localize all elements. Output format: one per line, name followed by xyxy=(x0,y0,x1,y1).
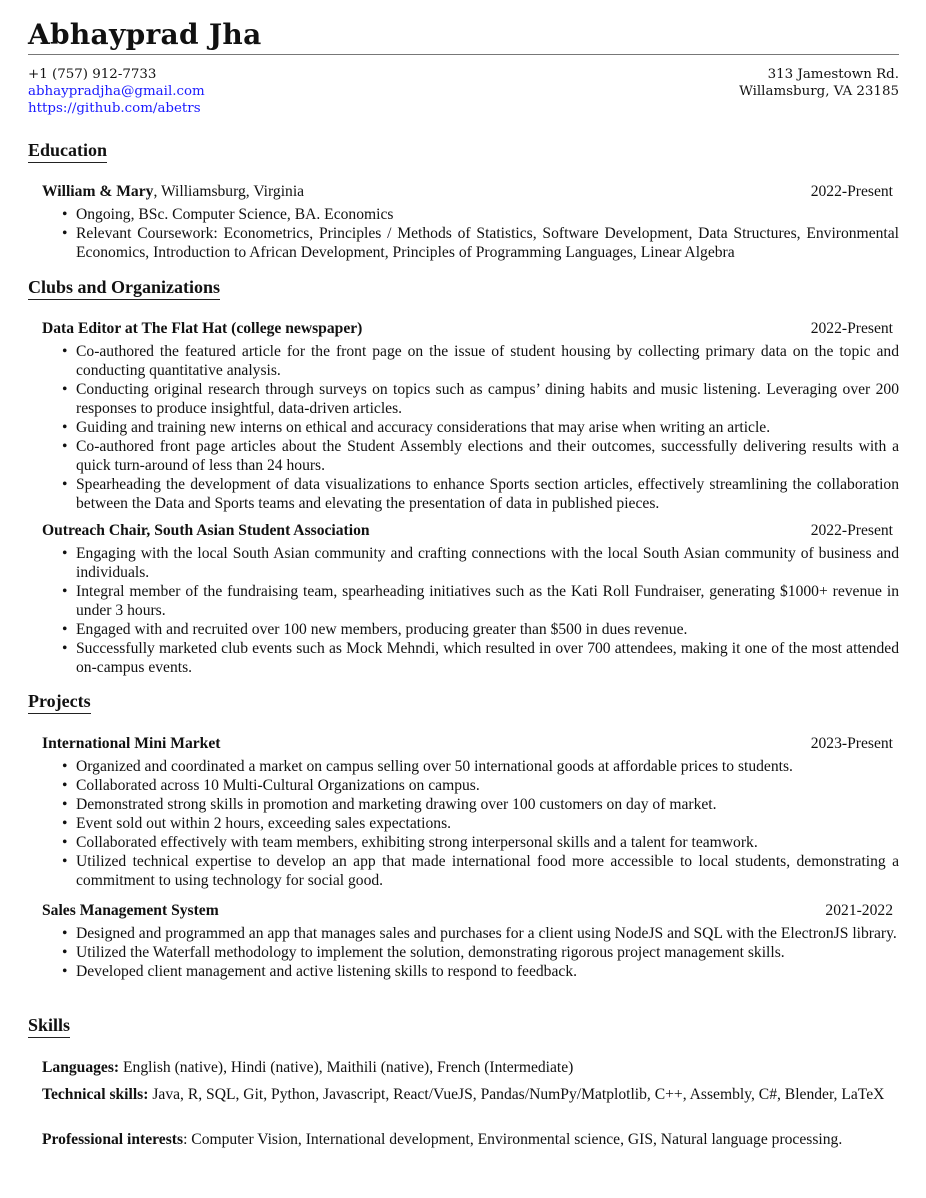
education-entry-header xyxy=(28,182,899,202)
clubs-entry-sasa xyxy=(28,521,899,677)
list-item: • Collaborated effectively with team members, exhibiting strong interpersonal skills and a talent for teamwork. xyxy=(76,833,899,852)
address-city: Willamsburg, VA 23185 xyxy=(739,84,899,99)
project-entry-header xyxy=(28,734,899,754)
list-item: • Engaging with the local South Asian community and crafting connections with the local South Asian community of business and individuals. xyxy=(76,544,899,582)
list-item: • Relevant Coursework: Econometrics, Principles / Methods of Statistics, Software Development, Data Structures, Environmental Economics, Introduction to African Development, Principles of Programming Languages, Linear Algebra xyxy=(76,224,899,262)
club-entry-header xyxy=(28,521,899,541)
education-bullets xyxy=(28,205,899,262)
section-title-projects: Projects xyxy=(28,690,91,714)
school-location: , Williamsburg, Virginia xyxy=(153,183,305,200)
list-item: • Developed client management and active listening skills to respond to feedback. xyxy=(76,962,899,981)
list-item: • Successfully marketed club events such as Mock Mehndi, which resulted in over 700 attendees, making it one of the most attended on-campus events. xyxy=(76,639,899,677)
header-divider xyxy=(28,54,899,55)
list-item: • Designed and programmed an app that manages sales and purchases for a client using NodeJS and SQL with the ElectronJS library. xyxy=(76,924,899,943)
github-link[interactable]: https://github.com/abetrs xyxy=(28,101,201,116)
list-item: • Spearheading the development of data visualizations to enhance Sports section articles, effectively streamlining the collaboration between the Data and Sports teams and elevating the presentation of data in published pieces. xyxy=(76,475,899,513)
list-item: • Event sold out within 2 hours, exceeding sales expectations. xyxy=(76,814,899,833)
club-bullets xyxy=(28,342,899,513)
list-item: • Utilized the Waterfall methodology to implement the solution, demonstrating rigorous project management skills. xyxy=(76,943,899,962)
list-item: • Co-authored the featured article for the front page on the issue of student housing by collecting primary data on the topic and conducting quantitative analysis. xyxy=(76,342,899,380)
list-item: • Demonstrated strong skills in promotion and marketing drawing over 100 customers on day of market. xyxy=(76,795,899,814)
club-role-title: Outreach Chair, South Asian Student Association xyxy=(42,522,370,539)
project-bullets xyxy=(28,924,899,981)
skills-interests-value: : Computer Vision, International development, Environmental science, GIS, Natural language processing. xyxy=(183,1131,843,1148)
club-entry-header xyxy=(28,319,899,339)
section-title-skills: Skills xyxy=(28,1014,70,1038)
email-link[interactable]: abhaypradjha@gmail.com xyxy=(28,84,205,99)
list-item: • Organized and coordinated a market on campus selling over 50 international goods at affordable prices to students. xyxy=(76,757,899,776)
club-date: 2022-Present xyxy=(810,522,893,539)
club-date: 2022-Present xyxy=(810,320,893,337)
project-entry-sales-system xyxy=(28,901,899,981)
list-item: • Guiding and training new interns on ethical and accuracy considerations that may arise when writing an article. xyxy=(76,418,899,437)
contact-info xyxy=(28,66,205,117)
skills-technical xyxy=(42,1085,899,1104)
project-name: International Mini Market xyxy=(42,735,221,752)
list-item: • Collaborated across 10 Multi-Cultural Organizations on campus. xyxy=(76,776,899,795)
list-item: • Integral member of the fundraising team, spearheading initiatives such as the Kati Roll Fundraiser, generating $1000+ revenue in under 3 hours. xyxy=(76,582,899,620)
list-item: • Engaged with and recruited over 100 new members, producing greater than $500 in dues revenue. xyxy=(76,620,899,639)
skills-technical-value: Java, R, SQL, Git, Python, Javascript, React/VueJS, Pandas/NumPy/Matplotlib, C++, Assembly, C#, Blender, LaTeX xyxy=(152,1086,885,1103)
project-bullets xyxy=(28,757,899,890)
skills-interests xyxy=(42,1130,899,1149)
project-date: 2023-Present xyxy=(810,735,893,752)
section-title-education: Education xyxy=(28,139,107,163)
project-entry-mini-market xyxy=(28,734,899,890)
phone-number: +1 (757) 912-7733 xyxy=(28,67,157,82)
skills-technical-label: Technical skills: xyxy=(42,1086,149,1103)
section-title-clubs: Clubs and Organizations xyxy=(28,276,220,300)
address-street: 313 Jamestown Rd. xyxy=(767,67,899,82)
school-name: William & Mary xyxy=(42,183,154,200)
education-section xyxy=(28,182,899,262)
list-item: • Co-authored front page articles about the Student Assembly elections and their outcomes, successfully delivering results with a quick turn-around of less than 24 hours. xyxy=(76,437,899,475)
list-item: • Ongoing, BSc. Computer Science, BA. Economics xyxy=(76,205,899,224)
list-item: • Utilized technical expertise to develop an app that made international food more accessible to local students, demonstrating a commitment to using technology for social good. xyxy=(76,852,899,890)
skills-languages-value: English (native), Hindi (native), Maithili (native), French (Intermediate) xyxy=(123,1059,574,1076)
list-item: • Conducting original research through surveys on topics such as campus’ dining habits and music listening. Leveraging over 200 responses to produce insightful, data-driven articles. xyxy=(76,380,899,418)
candidate-name: Abhayprad Jha xyxy=(28,18,262,51)
project-date: 2021-2022 xyxy=(825,902,893,919)
skills-interests-label: Professional interests xyxy=(42,1131,184,1148)
project-entry-header xyxy=(28,901,899,921)
clubs-entry-flat-hat xyxy=(28,319,899,513)
project-name: Sales Management System xyxy=(42,902,219,919)
skills-languages-label: Languages: xyxy=(42,1059,120,1076)
school-date: 2022-Present xyxy=(810,183,893,200)
mailing-address xyxy=(739,66,899,100)
skills-languages xyxy=(42,1058,899,1077)
club-bullets xyxy=(28,544,899,677)
club-role-title: Data Editor at The Flat Hat (college newspaper) xyxy=(42,320,363,337)
